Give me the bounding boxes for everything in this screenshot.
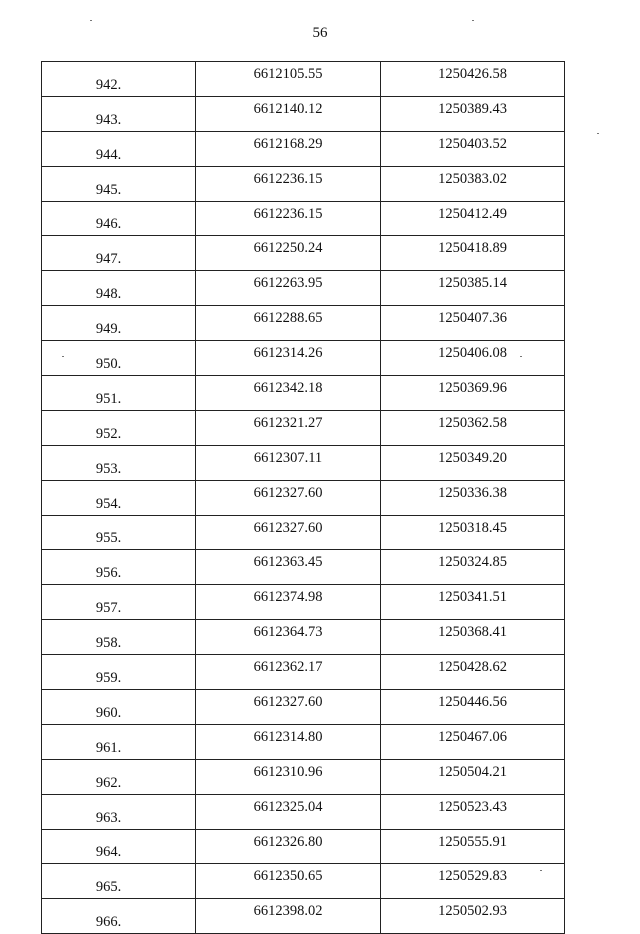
table-row — [42, 62, 565, 97]
table-row — [42, 620, 565, 655]
point-number: 953. — [95, 460, 122, 477]
x-coordinate-cell: 6612310.96 — [196, 759, 381, 794]
point-number-cell — [42, 445, 196, 480]
y-coordinate-cell: 1250336.38 — [381, 480, 565, 515]
x-coordinate-cell: 6612350.65 — [196, 864, 381, 899]
y-coordinate-cell: 1250555.91 — [381, 829, 565, 864]
y-coordinate-cell: 1250529.83 — [381, 864, 565, 899]
table-row — [42, 96, 565, 131]
point-number: 956. — [95, 565, 122, 582]
x-coordinate-cell: 6612362.17 — [196, 655, 381, 690]
point-number-cell — [42, 620, 196, 655]
x-coordinate-cell: 6612326.80 — [196, 829, 381, 864]
x-coordinate-cell: 6612321.27 — [196, 410, 381, 445]
point-number-cell — [42, 131, 196, 166]
y-coordinate-cell: 1250446.56 — [381, 690, 565, 725]
point-number-cell — [42, 236, 196, 271]
point-number: 965. — [95, 879, 122, 896]
point-number-cell — [42, 201, 196, 236]
x-coordinate-cell: 6612374.98 — [196, 585, 381, 620]
y-coordinate-cell: 1250324.85 — [381, 550, 565, 585]
point-number-cell — [42, 271, 196, 306]
table-row — [42, 376, 565, 411]
y-coordinate-cell: 1250369.96 — [381, 376, 565, 411]
point-number-cell — [42, 62, 196, 97]
x-coordinate-cell: 6612363.45 — [196, 550, 381, 585]
scan-speck — [597, 133, 599, 134]
page-number: 56 — [312, 25, 328, 41]
point-number-cell — [42, 864, 196, 899]
x-coordinate-cell: 6612105.55 — [196, 62, 381, 97]
point-number: 961. — [95, 739, 122, 756]
point-number: 947. — [95, 251, 122, 268]
scan-speck — [472, 20, 474, 21]
point-number-cell — [42, 306, 196, 341]
table-row — [42, 166, 565, 201]
table-row — [42, 201, 565, 236]
point-number-cell — [42, 96, 196, 131]
point-number: 955. — [95, 530, 122, 547]
point-number: 945. — [95, 181, 122, 198]
point-number: 963. — [95, 809, 122, 826]
y-coordinate-cell: 1250504.21 — [381, 759, 565, 794]
point-number: 946. — [95, 216, 122, 233]
x-coordinate-cell: 6612168.29 — [196, 131, 381, 166]
point-number: 943. — [95, 111, 122, 128]
x-coordinate-cell: 6612236.15 — [196, 201, 381, 236]
x-coordinate-cell: 6612342.18 — [196, 376, 381, 411]
table-row — [42, 341, 565, 376]
point-number-cell — [42, 376, 196, 411]
point-number: 952. — [95, 425, 122, 442]
point-number-cell — [42, 480, 196, 515]
table-row — [42, 410, 565, 445]
x-coordinate-cell: 6612327.60 — [196, 480, 381, 515]
y-coordinate-cell: 1250362.58 — [381, 410, 565, 445]
y-coordinate-cell: 1250412.49 — [381, 201, 565, 236]
point-number: 942. — [95, 76, 122, 93]
point-number-cell — [42, 829, 196, 864]
y-coordinate-cell: 1250349.20 — [381, 445, 565, 480]
point-number: 949. — [95, 321, 122, 338]
point-number-cell — [42, 550, 196, 585]
point-number: 958. — [95, 635, 122, 652]
table-row — [42, 480, 565, 515]
table-row — [42, 131, 565, 166]
y-coordinate-cell: 1250318.45 — [381, 515, 565, 550]
y-coordinate-cell: 1250467.06 — [381, 724, 565, 759]
y-coordinate-cell: 1250428.62 — [381, 655, 565, 690]
table-row — [42, 236, 565, 271]
point-number: 957. — [95, 600, 122, 617]
point-number: 966. — [95, 914, 122, 931]
y-coordinate-cell: 1250368.41 — [381, 620, 565, 655]
y-coordinate-cell: 1250406.08 — [381, 341, 565, 376]
x-coordinate-cell: 6612314.80 — [196, 724, 381, 759]
table-row — [42, 585, 565, 620]
table-row — [42, 515, 565, 550]
x-coordinate-cell: 6612250.24 — [196, 236, 381, 271]
table-row — [42, 759, 565, 794]
x-coordinate-cell: 6612327.60 — [196, 690, 381, 725]
table-row — [42, 306, 565, 341]
table-row — [42, 271, 565, 306]
point-number-cell — [42, 724, 196, 759]
point-number-cell — [42, 166, 196, 201]
y-coordinate-cell: 1250403.52 — [381, 131, 565, 166]
x-coordinate-cell: 6612288.65 — [196, 306, 381, 341]
point-number: 948. — [95, 286, 122, 303]
table-row — [42, 655, 565, 690]
x-coordinate-cell: 6612364.73 — [196, 620, 381, 655]
scan-speck — [90, 20, 92, 21]
table-row — [42, 724, 565, 759]
point-number: 959. — [95, 670, 122, 687]
y-coordinate-cell: 1250502.93 — [381, 899, 565, 934]
y-coordinate-cell: 1250426.58 — [381, 62, 565, 97]
point-number-cell — [42, 794, 196, 829]
coordinates-table-body — [42, 62, 565, 934]
point-number-cell — [42, 899, 196, 934]
point-number-cell — [42, 655, 196, 690]
table-row — [42, 690, 565, 725]
point-number-cell — [42, 515, 196, 550]
point-number-cell — [42, 341, 196, 376]
x-coordinate-cell: 6612314.26 — [196, 341, 381, 376]
coordinates-table — [41, 61, 565, 934]
y-coordinate-cell: 1250383.02 — [381, 166, 565, 201]
point-number: 962. — [95, 774, 122, 791]
y-coordinate-cell: 1250523.43 — [381, 794, 565, 829]
point-number: 944. — [95, 146, 122, 163]
point-number: 964. — [95, 844, 122, 861]
x-coordinate-cell: 6612307.11 — [196, 445, 381, 480]
point-number: 950. — [95, 356, 122, 373]
point-number-cell — [42, 759, 196, 794]
scan-speck — [520, 356, 522, 357]
y-coordinate-cell: 1250389.43 — [381, 96, 565, 131]
point-number-cell — [42, 410, 196, 445]
table-row — [42, 445, 565, 480]
scan-speck — [540, 870, 542, 871]
point-number-cell — [42, 690, 196, 725]
point-number: 954. — [95, 495, 122, 512]
scan-speck — [62, 356, 64, 357]
x-coordinate-cell: 6612140.12 — [196, 96, 381, 131]
y-coordinate-cell: 1250385.14 — [381, 271, 565, 306]
table-row — [42, 794, 565, 829]
table-row — [42, 550, 565, 585]
table-row — [42, 864, 565, 899]
table-row — [42, 829, 565, 864]
point-number: 951. — [95, 390, 122, 407]
point-number: 960. — [95, 704, 122, 721]
x-coordinate-cell: 6612263.95 — [196, 271, 381, 306]
y-coordinate-cell: 1250418.89 — [381, 236, 565, 271]
y-coordinate-cell: 1250407.36 — [381, 306, 565, 341]
y-coordinate-cell: 1250341.51 — [381, 585, 565, 620]
x-coordinate-cell: 6612398.02 — [196, 899, 381, 934]
x-coordinate-cell: 6612325.04 — [196, 794, 381, 829]
table-row — [42, 899, 565, 934]
x-coordinate-cell: 6612236.15 — [196, 166, 381, 201]
x-coordinate-cell: 6612327.60 — [196, 515, 381, 550]
point-number-cell — [42, 585, 196, 620]
